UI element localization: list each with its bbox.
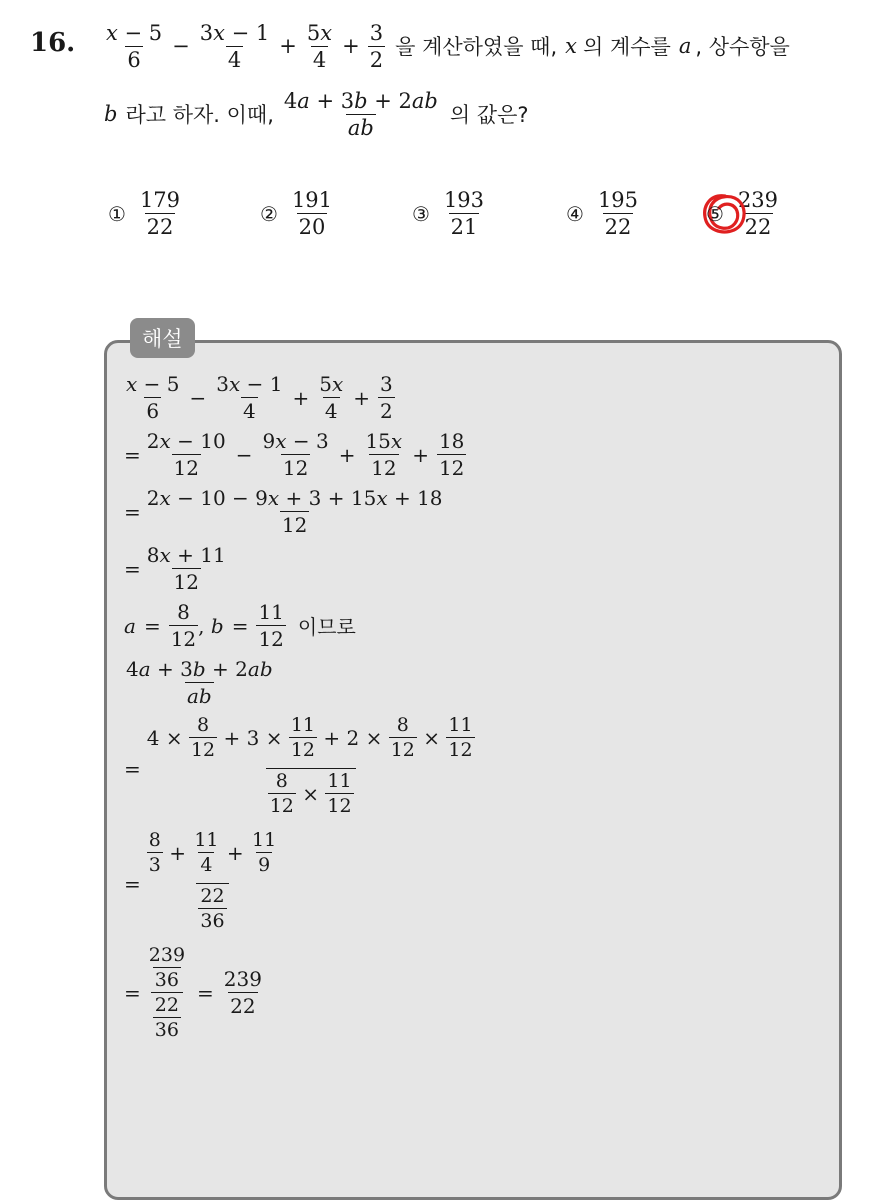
solution-step-1: $\frac{x - 5}{6}$ − $\frac{3x - 1}{4}$ + $\frac{5x}{4}$ + $\frac{3}{2}$ [126,372,393,423]
solution-step-9: = $\frac{\frac{239}{36}}{\frac{22}{36}}$ = $\frac{239}{22}$ [124,944,262,1041]
solution-step-2: = $\frac{2x - 10}{12}$ − $\frac{9x - 3}{12}$ + $\frac{15x}{12}$ + $\frac{18}{12}$ [124,429,465,480]
choice-fraction: $\frac{191}{20}$ [291,188,333,239]
variable-a: a [678,34,692,58]
choice-mark: ② [260,201,278,226]
choice-mark: ⑤ [706,202,724,226]
question-number: 16. [30,28,76,58]
solution-step-8: = $\frac{8}{3}$ + $\frac{11}{4}$ + $\frac{11}{9}$ $\frac{22}{36}$ [124,829,277,932]
choice-2[interactable] [260,188,334,239]
choice-fraction: $\frac{239}{22}$ [737,188,779,239]
question-line-1: $\frac{x - 5}{6}$ − $\frac{3x - 1}{4}$ + $\frac{5x}{4}$ + $\frac{3}{2}$ 을 계산하였을 때, x 의 계수를 a , 상수항을 [106,20,790,72]
question-line-2 [104,84,529,144]
solution-step-5: a = $\frac{8}{12}$ , b = $\frac{11}{12}$ 이므로 [124,600,356,651]
solution-step-4: = $\frac{8x + 11}{12}$ [124,543,226,594]
question-text: , 상수항을 [695,35,790,59]
fraction: $\frac{3}{2}$ [369,20,384,72]
question-text: 의 값은? [449,103,529,127]
choice-3[interactable] [412,188,486,239]
variable-b: b [104,102,118,126]
solution-step-3: = $\frac{2x - 10 - 9x + 3 + 15x + 18}{12}$ [124,486,443,537]
question-text: 의 계수를 [582,35,671,59]
fraction: $\frac{4a + 3b + 2ab}{ab}$ [283,88,438,140]
choice-fraction: $\frac{193}{21}$ [443,188,485,239]
fraction: $\frac{5x}{4}$ [306,20,333,72]
solution-steps [124,372,477,1047]
solution-step-7: = 4 × $\frac{8}{12}$ + 3 × $\frac{11}{12}$ + 2 × $\frac{8}{12}$ × $\frac{11}{12}$ $\frac{8}{12}$ × $\frac{11}{12}$ [124,714,473,817]
solution-text: 이므로 [297,615,356,639]
choice-5[interactable] [706,188,780,239]
choice-1[interactable] [108,188,182,239]
fraction: $\frac{x - 5}{6}$ [106,20,163,72]
variable-x: x [565,34,577,58]
solution-label: 해설 [130,318,195,358]
question-text: 라고 하자. 이때, [125,103,274,127]
choice-mark: ④ [566,201,584,226]
choice-fraction: $\frac{195}{22}$ [597,188,639,239]
choice-mark: ① [108,201,126,226]
question-text: 을 계산하였을 때, [395,35,558,59]
fraction: $\frac{3x - 1}{4}$ [199,20,270,72]
choice-mark: ③ [412,201,430,226]
choice-4[interactable] [566,188,640,239]
choice-fraction: $\frac{179}{22}$ [139,188,181,239]
solution-step-6: $\frac{4a + 3b + 2ab}{ab}$ [126,657,273,708]
